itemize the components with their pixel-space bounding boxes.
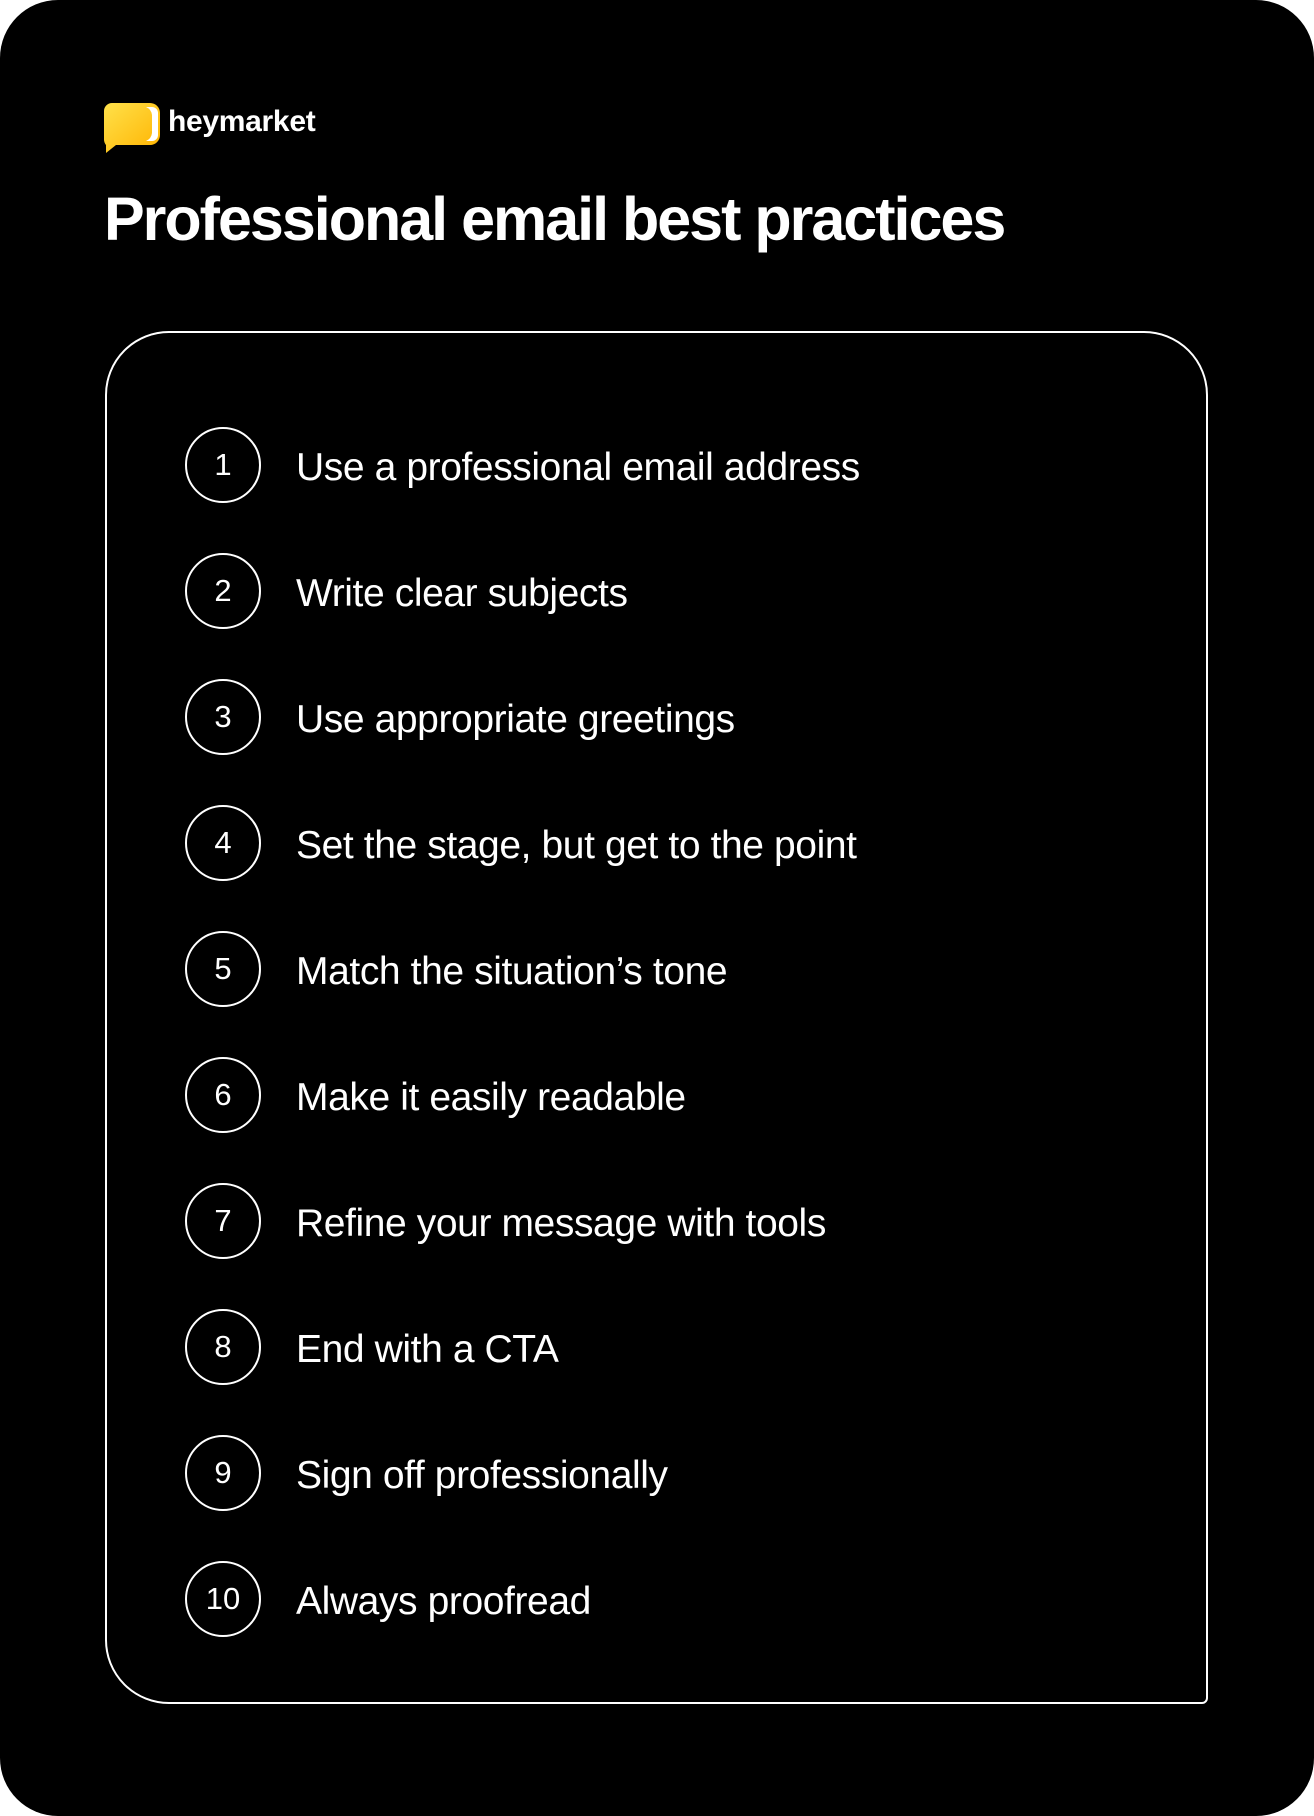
number-badge: 8 <box>185 1309 261 1385</box>
list-item <box>185 1561 860 1637</box>
list-item <box>185 427 860 503</box>
page-title: Professional email best practices <box>104 185 1005 253</box>
number-badge: 4 <box>185 805 261 881</box>
practice-label: Match the situation’s tone <box>296 949 728 993</box>
practice-label: Sign off professionally <box>296 1453 668 1497</box>
practice-label: End with a CTA <box>296 1327 559 1371</box>
practices-list <box>185 427 860 1637</box>
practice-label: Always proofread <box>296 1579 591 1623</box>
list-item <box>185 679 860 755</box>
number-badge: 2 <box>185 553 261 629</box>
practices-panel <box>105 331 1208 1704</box>
practice-label: Use appropriate greetings <box>296 697 735 741</box>
list-item <box>185 805 860 881</box>
list-item <box>185 553 860 629</box>
number-badge: 10 <box>185 1561 261 1637</box>
practice-label: Refine your message with tools <box>296 1201 826 1245</box>
number-badge: 1 <box>185 427 261 503</box>
list-item <box>185 1435 860 1511</box>
list-item <box>185 1057 860 1133</box>
brand-logo <box>104 103 315 153</box>
number-badge: 7 <box>185 1183 261 1259</box>
list-item <box>185 1309 860 1385</box>
number-badge: 5 <box>185 931 261 1007</box>
number-badge: 3 <box>185 679 261 755</box>
practice-label: Write clear subjects <box>296 571 628 615</box>
practice-label: Make it easily readable <box>296 1075 686 1119</box>
number-badge: 9 <box>185 1435 261 1511</box>
brand-name: heymarket <box>168 105 316 138</box>
practice-label: Use a professional email address <box>296 445 860 489</box>
number-badge: 6 <box>185 1057 261 1133</box>
list-item <box>185 931 860 1007</box>
practice-label: Set the stage, but get to the point <box>296 823 857 867</box>
list-item <box>185 1183 860 1259</box>
speech-bubble-icon <box>104 103 160 153</box>
